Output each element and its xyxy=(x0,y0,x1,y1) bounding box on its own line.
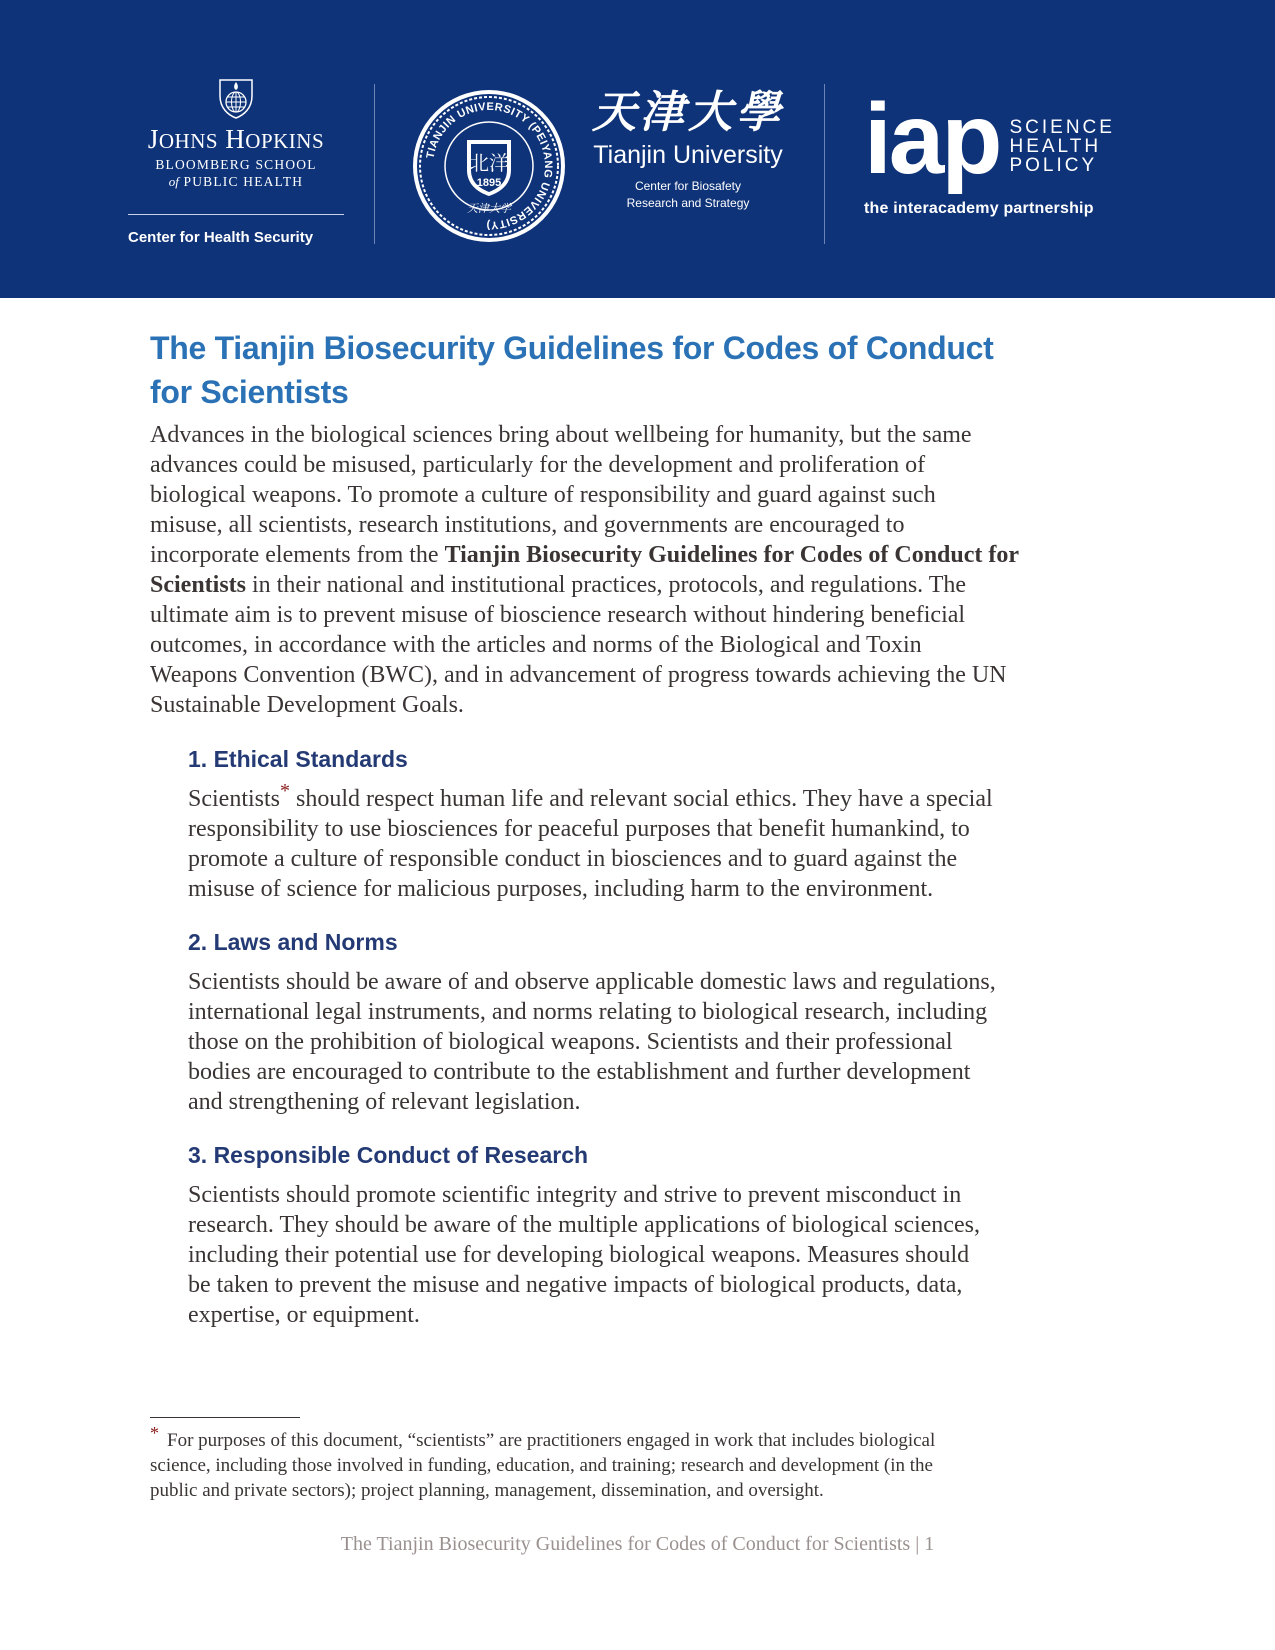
footnote-marker[interactable]: * xyxy=(280,780,291,802)
section-body: Scientists should promote scientific integrity and strive to prevent misconduct in research. They should be aware of the multiple applications of biological sciences, including their potential use for developing biological weapons. Measures should be taken to prevent the misuse and negative impacts of biological products, data, expertise, or equipment. xyxy=(188,1182,980,1328)
section-body: Scientists* should respect human life and relevant social ethics. They have a special responsibility to use biosciences for peaceful purposes that benefit humankind, to promote a culture of responsible conduct in biosciences and to guard against the misuse of science for malicious purposes, including harm to the environment. xyxy=(188,780,993,902)
svg-text:天津大学: 天津大学 xyxy=(467,202,511,215)
footnote-divider xyxy=(150,1417,300,1418)
section-ethical-standards xyxy=(188,744,1148,904)
iap-logo xyxy=(864,83,1124,218)
jhu-logo xyxy=(128,76,344,246)
jhu-school-line1: BLOOMBERG SCHOOL xyxy=(155,157,317,172)
tianjin-name-chinese: 天津大學 xyxy=(592,87,784,138)
section-body: Scientists should be aware of and observe applicable domestic laws and regulations, international legal instruments, and norms relating to biological research, including those on the prohibition of biological weapons. Scientists and their professional bodies are encouraged to contribute to the establishment and further development and strengthening of relevant legislation. xyxy=(188,969,996,1115)
svg-text:北洋: 北洋 xyxy=(469,151,509,175)
intro-paragraph: Advances in the biological sciences bring about wellbeing for humanity, but the same advances could be misused, particularly for the development and proliferation of biological weapons. To promote a culture of responsibility and guard against such misuse, all scientists, research institutions, and governments are encouraged to incorporate elements from the Tianjin Biosecurity Guidelines for Codes of Conduct for Scientists in their national and institutional practices, protocols, and regulations. The ultimate aim is to prevent misuse of bioscience research without hindering beneficial outcomes, in accordance with the articles and norms of the Biological and Toxin Weapons Convention (BWC), and in advancement of progress towards achieving the UN Sustainable Development Goals. xyxy=(150,422,1020,718)
iap-side-text: SCIENCE HEALTH POLICY xyxy=(1009,117,1115,176)
section-heading: 2. Laws and Norms xyxy=(188,929,398,955)
tianjin-center-line1: Center for Biosafety xyxy=(634,179,742,193)
jhu-divider xyxy=(128,214,344,215)
tianjin-center-line2: Research and Strategy xyxy=(626,196,750,210)
header-banner xyxy=(0,0,1275,298)
guidelines-name-bold: Tianjin Biosecurity Guidelines for Codes of Conduct for xyxy=(444,542,1020,568)
tianjin-logo-text xyxy=(588,88,788,212)
svg-text:TIANJIN UNIVERSITY (PEIYANG UN: TIANJIN UNIVERSITY (PEIYANG UNIVERSITY) xyxy=(424,100,555,232)
section-laws-and-norms xyxy=(188,927,1148,1117)
logo-divider xyxy=(824,84,825,244)
page-footer: The Tianjin Biosecurity Guidelines for Codes of Conduct for Scientists | 1 xyxy=(340,1533,935,1555)
jhu-center-name: Center for Health Security xyxy=(128,229,314,246)
section-heading: 3. Responsible Conduct of Research xyxy=(188,1142,589,1168)
iap-wordmark: iap xyxy=(864,83,1000,195)
section-responsible-conduct xyxy=(188,1140,1148,1330)
logo-divider xyxy=(374,84,375,244)
tianjin-name-english: Tianjin University xyxy=(593,141,783,169)
jhu-name: JOHNS HOPKINS xyxy=(147,124,325,154)
jhu-shield-globe-icon xyxy=(214,76,258,120)
section-heading: 1. Ethical Standards xyxy=(188,746,408,772)
svg-text:1895: 1895 xyxy=(476,177,502,189)
footnote-marker: * xyxy=(150,1422,159,1443)
iap-tagline: the interacademy partnership xyxy=(864,200,1094,217)
page-title: The Tianjin Biosecurity Guidelines for Codes of Conduct for Scientists xyxy=(150,330,994,410)
footnote: * For purposes of this document, “scientists” are practitioners engaged in work that includes biological science, including those involved in funding, education, and training; research and development (in the public and private sectors); project planning, management, dissemination, and oversight. xyxy=(150,1422,936,1501)
jhu-school-line2: of PUBLIC HEALTH xyxy=(168,174,304,189)
tianjin-university-seal-icon xyxy=(411,88,567,244)
